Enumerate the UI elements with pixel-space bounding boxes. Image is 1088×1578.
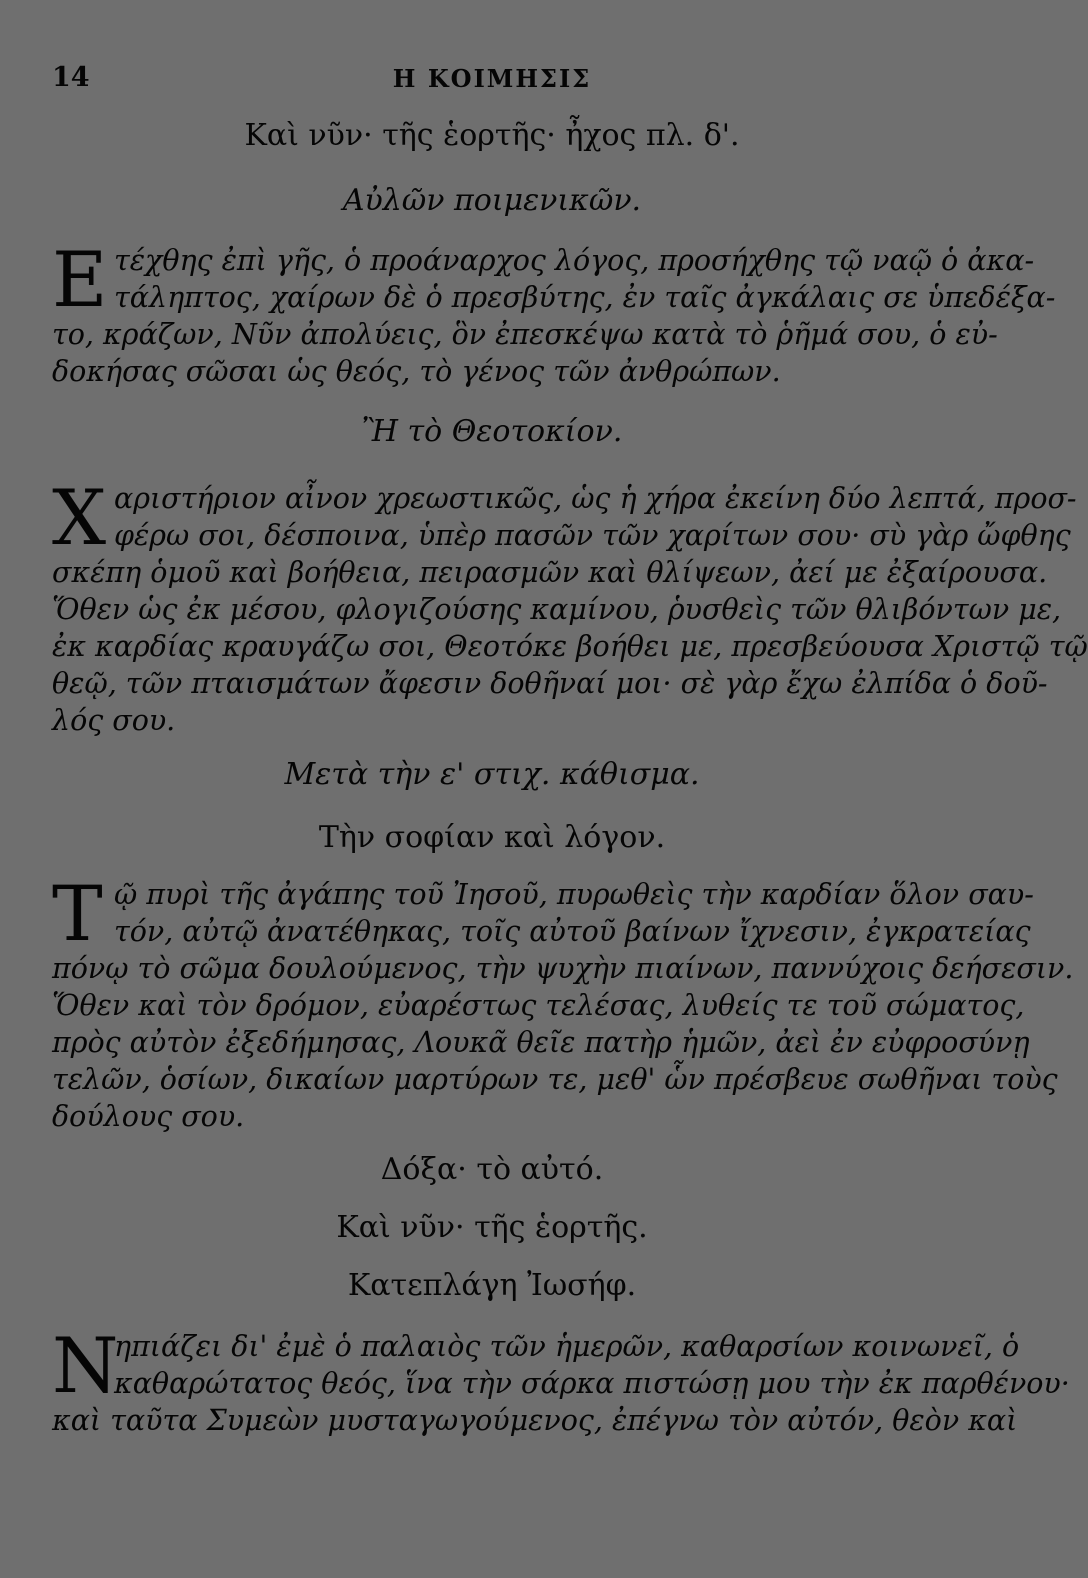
section-subheading: Καὶ νῦν· τῆς ἑορτῆς. bbox=[336, 1210, 648, 1245]
hymn-paragraph bbox=[52, 235, 1056, 390]
text-line: καθαρώτατος θεός, ἵνα τὴν σάρκα πιστώσῃ μου τὴν ἐκ παρθένου· bbox=[114, 1367, 1070, 1400]
section-heading: Καὶ νῦν· τῆς ἑορτῆς· ἦχος πλ. δ'. bbox=[244, 118, 740, 153]
hymn-paragraph bbox=[52, 869, 1074, 1135]
text-line: σκέπη ὁμοῦ καὶ βοήθεια, πειρασμῶν καὶ θλίψεων, ἀεί με ἐξαίρουσα. bbox=[52, 556, 1048, 589]
text-line: λός σου. bbox=[52, 704, 176, 737]
text-line: τέχθης ἐπὶ γῆς, ὁ προάναρχος λόγος, προσήχθης τῷ ναῷ ὁ ἀκα- bbox=[114, 244, 1035, 277]
text-line: καὶ ταῦτα Συμεὼν μυσταγωγούμενος, ἐπέγνω τὸν αὐτόν, θεὸν καὶ bbox=[52, 1404, 1018, 1437]
section-heading: Ἢ τὸ Θεοτοκίον. bbox=[361, 414, 623, 449]
text-line: Ὅθεν καὶ τὸν δρόμον, εὐαρέστως τελέσας, λυθείς τε τοῦ σώματος, bbox=[52, 989, 1025, 1022]
section-subheading: Αὐλῶν ποιμενικῶν. bbox=[342, 183, 642, 218]
page-header bbox=[52, 62, 932, 102]
text-line: δούλους σου. bbox=[52, 1100, 245, 1133]
text-line: πόνῳ τὸ σῶμα δουλούμενος, τὴν ψυχὴν πιαίνων, παννύχοις δεήσεσιν. bbox=[52, 952, 1074, 985]
section-subheading: Κατεπλάγη Ἰωσήφ. bbox=[347, 1268, 637, 1303]
text-line: δοκήσας σῶσαι ὡς θεός, τὸ γένος τῶν ἀνθρώπων. bbox=[52, 355, 781, 388]
text-line: θεῷ, τῶν πταισμάτων ἄφεσιν δοθῆναί μοι· σὲ γὰρ ἔχω ἐλπίδα ὁ δοῦ- bbox=[52, 667, 1048, 700]
running-title: Η ΚΟΙΜΗΣΙΣ bbox=[392, 64, 592, 93]
section-heading: Μετὰ τὴν ε' στιχ. κάθισμα. bbox=[284, 757, 700, 792]
text-line: το, κράζων, Νῦν ἀπολύεις, ὃν ἐπεσκέψω κατὰ τὸ ῥῆμά σου, ὁ εὐ- bbox=[52, 318, 998, 351]
drop-cap: Χ bbox=[52, 473, 107, 562]
text-line: ηπιάζει δι' ἐμὲ ὁ παλαιὸς τῶν ἡμερῶν, καθαρσίων κοινωνεῖ, ὁ bbox=[114, 1330, 1020, 1363]
section-heading: Δόξα· τὸ αὐτό. bbox=[380, 1152, 604, 1187]
page-number: 14 bbox=[52, 62, 90, 93]
section-subheading: Τὴν σοφίαν καὶ λόγον. bbox=[318, 820, 666, 855]
text-line: τάληπτος, χαίρων δὲ ὁ πρεσβύτης, ἐν ταῖς ἀγκάλαις σε ὑπεδέξα- bbox=[114, 281, 1056, 314]
drop-cap: Ν bbox=[52, 1321, 119, 1410]
text-line: πρὸς αὐτὸν ἐξεδήμησας, Λουκᾶ θεῖε πατὴρ ἡμῶν, ἀεὶ ἐν εὐφροσύνῃ bbox=[52, 1026, 1030, 1059]
text-line: τελῶν, ὁσίων, δικαίων μαρτύρων τε, μεθ' ὧν πρέσβευε σωθῆναι τοὺς bbox=[52, 1063, 1058, 1096]
text-line: Ὅθεν ὡς ἐκ μέσου, φλογιζούσης καμίνου, ῥυσθεὶς τῶν θλιβόντων με, bbox=[52, 593, 1062, 626]
text-line: τόν, αὐτῷ ἀνατέθηκας, τοῖς αὐτοῦ βαίνων ἴχνεσιν, ἐγκρατείας bbox=[114, 915, 1031, 948]
drop-cap: Τ bbox=[52, 869, 103, 958]
text-line: φέρω σοι, δέσποινα, ὑπὲρ πασῶν τῶν χαρίτων σου· σὺ γὰρ ὤφθης bbox=[114, 519, 1071, 552]
drop-cap: Ε bbox=[52, 235, 108, 324]
text-line: ἐκ καρδίας κραυγάζω σοι, Θεοτόκε βοήθει με, πρεσβεύουσα Χριστῷ τῷ bbox=[52, 630, 1088, 663]
hymn-paragraph bbox=[52, 1321, 1070, 1439]
hymn-paragraph bbox=[52, 473, 1088, 739]
text-line: ῷ πυρὶ τῆς ἀγάπης τοῦ Ἰησοῦ, πυρωθεὶς τὴν καρδίαν ὅλον σαυ- bbox=[114, 878, 1034, 911]
text-line: αριστήριον αἶνον χρεωστικῶς, ὡς ἡ χήρα ἐκείνη δύο λεπτά, προσ- bbox=[114, 482, 1077, 515]
